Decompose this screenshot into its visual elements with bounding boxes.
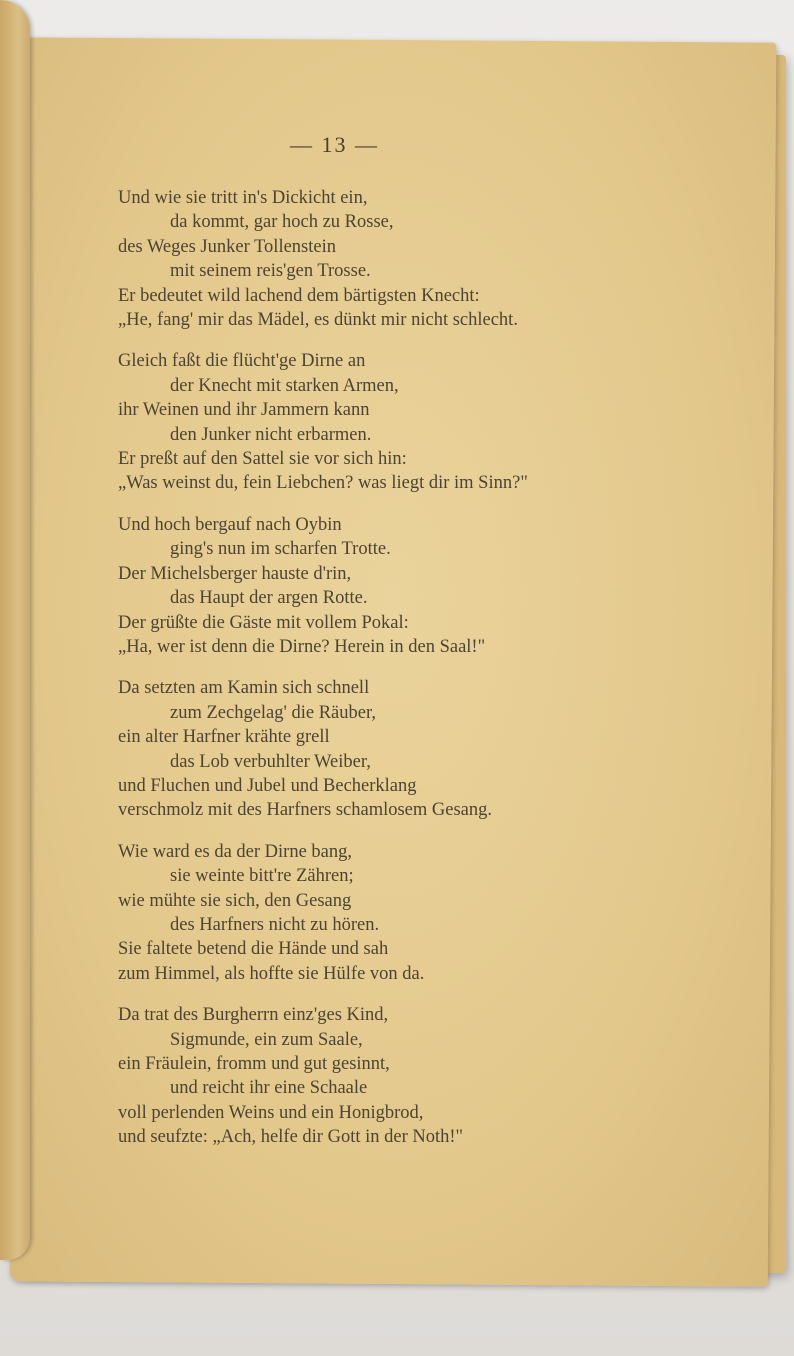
poem-line: und reicht ihr eine Schaale (170, 1078, 368, 1099)
poem-line: „Ha, wer ist denn die Dirne? Herein in den Saal!" (118, 636, 486, 657)
poem-line: das Lob verbuhlter Weiber, (170, 751, 371, 772)
poem-line: Sie faltete betend die Hände und sah (118, 939, 389, 960)
facing-page-edge (0, 0, 30, 1260)
poem-line: das Haupt der argen Rotte. (170, 588, 368, 609)
poem-line: „Was weinst du, fein Liebchen? was liegt dir im Sinn?" (118, 473, 528, 494)
poem (118, 186, 528, 1167)
poem-line: und seufzte: „Ach, helfe dir Gott in der Noth!" (118, 1127, 464, 1148)
poem-line: den Junker nicht erbarmen. (170, 424, 372, 445)
poem-line: Er preßt auf den Sattel sie vor sich hin: (118, 449, 407, 470)
stanza (118, 1003, 528, 1149)
poem-line: voll perlenden Weins und ein Honigbrod, (118, 1102, 424, 1123)
poem-line: „He, fang' mir das Mädel, es dünkt mir nicht schlecht. (118, 310, 518, 331)
poem-line: Da setzten am Kamin sich schnell (118, 678, 370, 699)
poem-line: sie weinte bitt're Zähren; (170, 866, 354, 887)
poem-line: des Harfners nicht zu hören. (170, 914, 380, 935)
poem-line: Und wie sie tritt in's Dickicht ein, (118, 188, 368, 208)
poem-line: der Knecht mit starken Armen, (170, 375, 399, 396)
poem-line: verschmolz mit des Harfners schamlosem Gesang. (118, 800, 493, 821)
poem-line: Er bedeutet wild lachend dem bärtigsten Knecht: (118, 285, 480, 306)
stanza (118, 186, 528, 332)
poem-line: da kommt, gar hoch zu Rosse, (170, 212, 394, 233)
stanza (118, 840, 528, 986)
poem-line: Sigmunde, ein zum Saale, (170, 1029, 363, 1050)
poem-line: zum Zechgelag' die Räuber, (170, 702, 377, 723)
poem-line: ein Fräulein, fromm und gut gesinnt, (118, 1054, 390, 1074)
stanza (118, 349, 528, 495)
stanza (118, 676, 528, 822)
poem-line: Der grüßte die Gäste mit vollem Pokal: (118, 612, 409, 633)
poem-line: Und hoch bergauf nach Oybin (118, 514, 342, 535)
poem-line: und Fluchen und Jubel und Becherklang (118, 775, 417, 796)
poem-line: ging's nun im scharfen Trotte. (170, 539, 391, 560)
page-number: — 13 — (290, 132, 379, 157)
poem-line: Gleich faßt die flücht'ge Dirne an (118, 351, 366, 372)
poem-line: Da trat des Burgherrn einz'ges Kind, (118, 1005, 389, 1026)
poem-line: Der Michelsberger hauste d'rin, (118, 563, 352, 584)
poem-line: ein alter Harfner krähte grell (118, 727, 330, 748)
poem-line: wie mühte sie sich, den Gesang (118, 890, 352, 911)
poem-line: des Weges Junker Tollenstein (118, 236, 336, 257)
poem-line: mit seinem reis'gen Trosse. (170, 261, 371, 282)
stanza (118, 513, 528, 659)
poem-line: Wie ward es da der Dirne bang, (118, 841, 353, 862)
poem-line: zum Himmel, als hoffte sie Hülfe von da. (118, 963, 425, 984)
poem-line: ihr Weinen und ihr Jammern kann (118, 400, 370, 421)
